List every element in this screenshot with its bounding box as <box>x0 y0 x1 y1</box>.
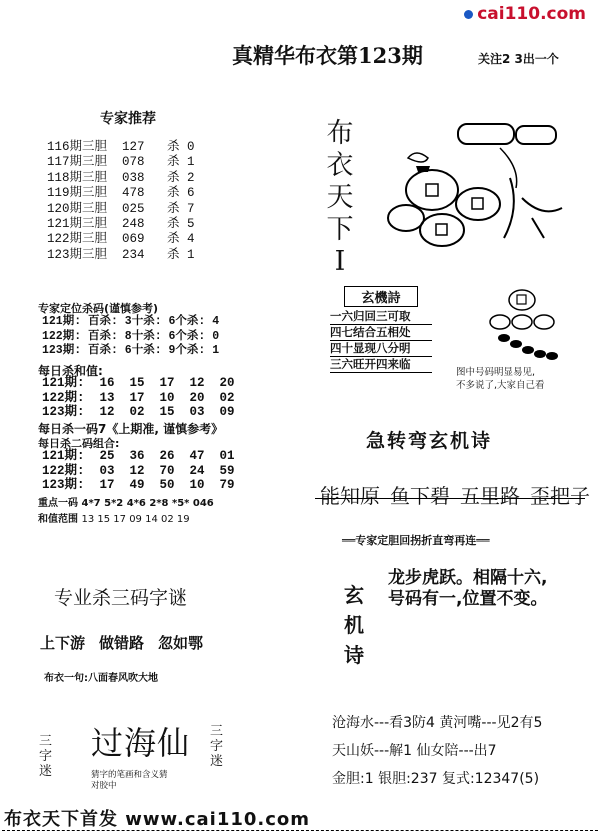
follow-note: 关注2 3出一个 <box>478 52 559 66</box>
mystic-label <box>342 580 366 670</box>
position-kill-list <box>42 315 219 359</box>
mystic-line: 号码有一,位置不变。 <box>388 589 548 609</box>
key-pick-label: 重点一码 <box>38 498 78 509</box>
vertical-char: I <box>334 246 346 277</box>
kill-two-title: 每日杀二码组合: <box>38 437 120 450</box>
result-line: 天山妖---解1 仙女陪---出7 <box>332 743 497 759</box>
phrase: 五里路 <box>460 484 520 508</box>
page-title: 真精华布衣第123期 <box>232 43 423 68</box>
phrase: 歪把子 <box>530 484 590 508</box>
buyi-sentence: 布衣一句:八面春风吹大地 <box>44 673 158 684</box>
list-item: 120期三胆 025 杀 7 <box>47 201 195 216</box>
mystic-char: 玄 <box>344 583 364 607</box>
list-item: 123期: 百杀: 6十杀: 9个杀: 1 <box>42 344 220 357</box>
sum-range-label: 和值范围 <box>38 514 78 525</box>
treasure-illustration <box>360 118 590 268</box>
sz-char: 三 <box>209 724 223 739</box>
illustration-note <box>456 366 600 392</box>
hint-line: 对胶中 <box>91 781 117 791</box>
list-item: 123期三胆 234 杀 1 <box>47 247 195 262</box>
position-kill-title: 专家定位杀码(谨慎参考) <box>38 302 159 315</box>
logo-text: cai110.com <box>477 4 586 24</box>
expert-note-text: 专家定胆回拐折直弯再连 <box>355 534 477 547</box>
mystic-char: 诗 <box>344 643 364 667</box>
recommend-list <box>47 140 195 263</box>
list-item: 116期三胆 127 杀 0 <box>47 140 195 154</box>
kill-one-title: 每日杀一码7《上期准, 谨慎参考》 <box>38 422 224 436</box>
list-item: 121期三胆 248 杀 5 <box>47 217 195 232</box>
sum-range-row <box>38 510 190 525</box>
riddle-phrase: 忽如鄂 <box>158 634 204 652</box>
list-item: 118期三胆 038 杀 2 <box>47 170 195 185</box>
daily-sum-list <box>42 376 235 420</box>
key-pick-row <box>38 494 214 509</box>
phrase: 能知原 <box>320 484 380 508</box>
bottom-divider <box>2 830 598 831</box>
list-item: 123期: 17 49 50 10 79 <box>42 478 235 492</box>
list-item: 121期: 25 36 26 47 01 <box>42 449 235 463</box>
list-item: 122期: 百杀: 8十杀: 6个杀: 0 <box>42 329 220 343</box>
recommend-title: 专家推荐 <box>100 111 156 127</box>
key-pick-text: 4*7 5*2 4*6 2*8 *5* 046 <box>81 498 214 509</box>
hint-line: 猜字的笔画和含义猜 <box>91 770 168 780</box>
result-line: 沧海水---看3防4 黄河嘴---见2有5 <box>332 715 543 731</box>
kill-two-list <box>42 449 235 493</box>
mystic-line: 龙步虎跃。相隔十六, <box>388 568 548 588</box>
footer-text[interactable]: 布衣天下首发 www.cai110.com <box>4 809 311 830</box>
poem-title: 玄機詩 <box>344 286 418 307</box>
kill-three-title: 专业杀三码字谜 <box>54 587 188 609</box>
list-item: 117期三胆 078 杀 1 <box>47 155 195 170</box>
sz-char: 字 <box>38 749 52 764</box>
sum-range-text: 13 15 17 09 14 02 19 <box>81 514 190 525</box>
note-line: 不多说了,大家自己看 <box>456 380 545 391</box>
sz-char: 迷 <box>38 764 52 779</box>
daily-sum-title: 每日杀和值: <box>38 364 103 378</box>
vertical-title <box>325 118 355 278</box>
jixuan-title: 急转弯玄机诗 <box>366 430 493 452</box>
poem-line: 四七结合五相处 <box>330 325 432 341</box>
sz-char: 迷 <box>209 754 223 769</box>
sz-char: 字 <box>209 739 223 754</box>
guohaixian-title: 过海仙 <box>91 724 191 762</box>
san-zi-mi-left <box>38 734 53 779</box>
mystic-char: 机 <box>344 613 364 637</box>
vertical-char: 天 <box>326 182 354 213</box>
list-item: 122期: 13 17 10 20 02 <box>42 390 235 405</box>
coins-illustration <box>470 288 580 363</box>
poem-line: 一六归回三可取 <box>330 309 432 325</box>
list-item: 123期: 12 02 15 03 09 <box>42 405 235 419</box>
list-item: 121期: 百杀: 3十杀: 6个杀: 4 <box>42 315 220 328</box>
phrase: 鱼下碧 <box>390 484 450 508</box>
guohaixian-hint <box>91 770 201 792</box>
note-line: 图中号码明显易见, <box>456 367 536 378</box>
poem-line: 三六旺开四来临 <box>330 357 432 373</box>
sz-char: 三 <box>38 734 52 749</box>
poem-line: 四十显现八分明 <box>330 341 432 357</box>
mystic-poem-box <box>330 286 432 373</box>
list-item: 122期: 03 12 70 24 59 <box>42 463 235 478</box>
logo-dot-icon <box>464 10 473 19</box>
list-item: 121期: 16 15 17 12 20 <box>42 376 235 390</box>
riddle-phrases <box>40 632 217 653</box>
riddle-phrase: 做错路 <box>99 634 145 652</box>
vertical-char: 下 <box>326 214 354 245</box>
divider <box>315 498 585 499</box>
san-zi-mi-right <box>209 724 224 769</box>
list-item: 122期三胆 069 杀 4 <box>47 232 195 247</box>
result-line: 金胆:1 银胆:237 复式:12347(5) <box>332 771 540 787</box>
expert-note: ══专家定胆回拐折直弯再连══ <box>342 534 490 547</box>
site-logo[interactable] <box>464 4 586 24</box>
list-item: 119期三胆 478 杀 6 <box>47 186 195 201</box>
four-phrases <box>320 480 600 509</box>
vertical-char: 衣 <box>326 150 354 181</box>
mystic-poem <box>388 568 547 610</box>
vertical-char: 布 <box>326 118 354 149</box>
riddle-phrase: 上下游 <box>40 634 86 652</box>
